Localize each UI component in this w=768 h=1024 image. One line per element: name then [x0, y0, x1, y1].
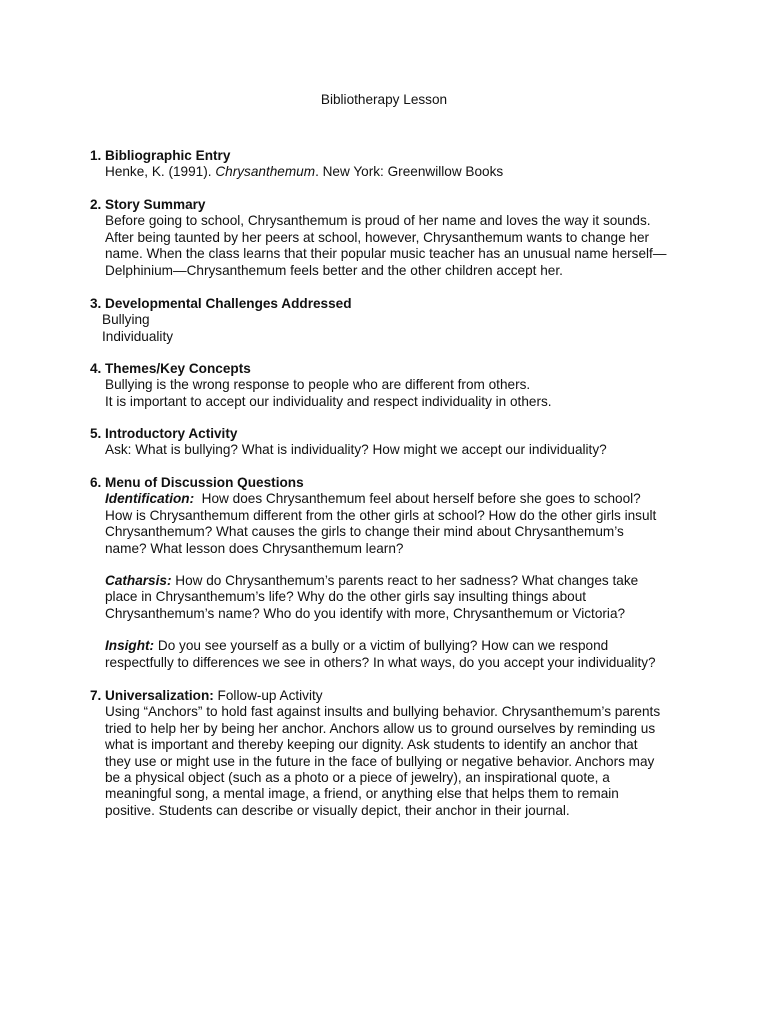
section-bibliographic-entry — [90, 148, 690, 181]
section-heading — [90, 296, 690, 312]
section-heading — [90, 426, 690, 442]
section-number: 1. — [90, 148, 102, 163]
bibliographic-citation — [90, 164, 690, 180]
text-line: respectfully to differences we see in others? In what ways, do you accept your individuality? — [105, 654, 656, 670]
heading-text: Story Summary — [105, 197, 206, 212]
section-heading — [90, 148, 690, 164]
citation-author: Henke, K. (1991). — [105, 164, 216, 180]
insight-text: Do you see yourself as a bully or a victim of bullying? How can we respond — [154, 638, 609, 654]
text-line: Chrysanthemum? What causes the girls to change their mind about Chrysanthemum’s — [105, 524, 624, 540]
heading-text: Developmental Challenges Addressed — [105, 296, 352, 311]
text-line — [105, 638, 690, 654]
insight-block — [105, 638, 690, 671]
section-developmental-challenges — [90, 296, 690, 345]
section-introductory-activity — [90, 426, 690, 459]
text-line — [105, 491, 690, 507]
challenges-list — [90, 312, 690, 345]
citation-book-title: Chrysanthemum — [215, 164, 316, 180]
section-heading — [90, 197, 690, 213]
identification-text: How does Chrysanthemum feel about herself before she goes to school? — [194, 491, 641, 507]
text-line: After being taunted by her peers at school, however, Chrysanthemum wants to change her — [105, 229, 650, 245]
section-heading — [90, 361, 690, 377]
section-story-summary — [90, 197, 690, 279]
heading-text: Themes/Key Concepts — [105, 361, 251, 376]
heading-text: Universalization: — [105, 688, 214, 703]
list-item: Bullying — [102, 312, 150, 328]
catharsis-block — [105, 573, 690, 622]
discussion-body — [90, 491, 690, 671]
summary-body — [90, 213, 690, 279]
section-number: 4. — [90, 361, 102, 376]
text-line: name. When the class learns that their popular music teacher has an unusual name herself— — [105, 246, 667, 262]
text-line: place in Chrysanthemum’s life? Why do the other girls say insulting things about — [105, 589, 587, 605]
document-title: Bibliotherapy Lesson — [320, 92, 448, 107]
text-line: what is important and thereby keeping our dignity. Ask students to identify an anchor that — [105, 737, 638, 753]
section-heading — [90, 475, 690, 491]
intro-text: Ask: What is bullying? What is individuality? How might we accept our individuality? — [105, 442, 607, 458]
heading-text: Introductory Activity — [105, 426, 238, 441]
list-item: Individuality — [102, 328, 174, 344]
identification-block — [105, 491, 690, 557]
text-line: Delphinium—Chrysanthemum feels better and the other children accept her. — [105, 262, 563, 278]
text-line: they use or might use in the future in the face of bullying or negative behavior. Anchors may — [105, 753, 655, 769]
text-line: It is important to accept our individuality and respect individuality in others. — [105, 393, 552, 409]
section-universalization — [90, 688, 690, 819]
text-line: Before going to school, Chrysanthemum is proud of her name and loves the way it sounds. — [105, 213, 651, 229]
heading-text: Bibliographic Entry — [105, 148, 231, 163]
text-line: name? What lesson does Chrysanthemum learn? — [105, 540, 404, 556]
text-line — [105, 573, 690, 589]
heading-subtext: Follow-up Activity — [213, 688, 323, 703]
section-number: 7. — [90, 688, 102, 703]
identification-label: Identification: — [105, 491, 195, 507]
text-line: meaningful song, a mental image, a friend, or anything else that helps them to remain — [105, 786, 619, 802]
section-discussion-questions — [90, 475, 690, 671]
catharsis-text: How do Chrysanthemum’s parents react to her sadness? What changes take — [171, 573, 639, 589]
section-heading — [90, 688, 690, 704]
section-number: 5. — [90, 426, 102, 441]
text-line: Using “Anchors” to hold fast against insults and bullying behavior. Chrysanthemum’s parents — [105, 704, 661, 720]
text-line: Chrysanthemum’s name? Who do you identify with more, Chrysanthemum or Victoria? — [105, 605, 626, 621]
insight-label: Insight: — [105, 638, 155, 654]
text-line: Bullying is the wrong response to people who are different from others. — [105, 377, 531, 393]
section-number: 6. — [90, 475, 102, 490]
section-themes — [90, 361, 690, 410]
catharsis-label: Catharsis: — [105, 573, 172, 589]
citation-publisher: . New York: Greenwillow Books — [315, 164, 504, 180]
universalization-body — [90, 704, 690, 819]
heading-text: Menu of Discussion Questions — [105, 475, 304, 490]
text-line: tried to help her by being her anchor. Anchors allow us to ground ourselves by reminding us — [105, 720, 656, 736]
text-line: be a physical object (such as a photo or a piece of jewelry), an inspirational quote, a — [105, 770, 610, 786]
text-line: How is Chrysanthemum different from the other girls at school? How do the other girls insult — [105, 507, 657, 523]
section-number: 3. — [90, 296, 102, 311]
section-number: 2. — [90, 197, 102, 212]
themes-body — [90, 377, 690, 410]
text-line: positive. Students can describe or visually depict, their anchor in their journal. — [105, 802, 570, 818]
